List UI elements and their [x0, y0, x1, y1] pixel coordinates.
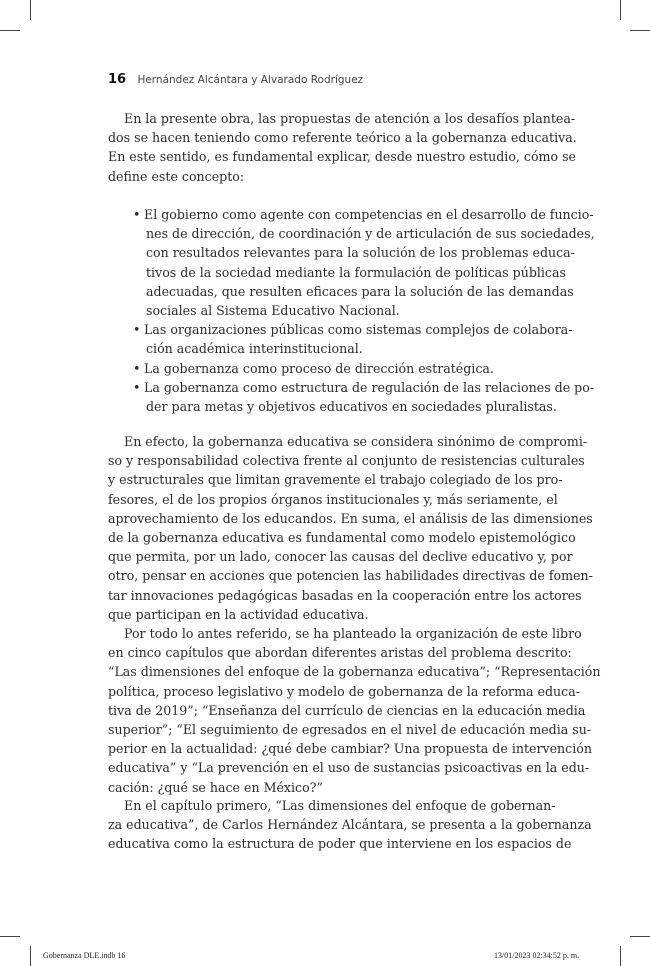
crop-mark	[30, 946, 31, 966]
text-line	[133, 359, 530, 378]
text-line-content: El gobierno como agente con competencias en el desarrollo de funcio-	[144, 207, 594, 222]
bullet-icon: •	[133, 379, 141, 395]
text-line: otro, pensar en acciones que potencien las habilidades directivas de fomen-	[108, 568, 593, 584]
paragraph-body	[108, 432, 593, 624]
text-line: con resultados relevantes para la solución de los problemas educa-	[146, 245, 575, 261]
text-line: que participan en la actividad educativa.	[108, 606, 369, 622]
text-line-content: La gobernanza como estructura de regulación de las relaciones de po-	[144, 379, 595, 395]
text-line: ción académica interinstitucional.	[146, 341, 363, 357]
text-line: En la presente obra, las propuestas de atención a los desafíos plantea-	[124, 111, 576, 126]
bullet-list	[133, 205, 595, 416]
crop-mark	[30, 0, 31, 20]
text-line: superior”; “El seguimiento de egresados en el nivel de educación media su-	[108, 722, 592, 738]
text-line: define este concepto:	[108, 168, 245, 184]
text-line: En este sentido, es fundamental explicar, desde nuestro estudio, cómo se	[108, 149, 577, 165]
bullet-icon: •	[133, 360, 141, 376]
text-line: Por todo lo antes referido, se ha planteado la organización de este libro	[124, 626, 582, 641]
text-line: adecuadas, que resulten eficaces para la solución de las demandas	[146, 283, 574, 299]
text-line: que permita, por un lado, conocer las causas del declive educativo y, por	[108, 549, 573, 565]
text-line: perior en la actualidad: ¿qué debe cambiar? Una propuesta de intervención	[108, 741, 592, 757]
text-line: dos se hacen teniendo como referente teórico a la gobernanza educativa.	[108, 130, 577, 146]
bullet-icon: •	[133, 207, 141, 222]
crop-mark	[0, 30, 20, 31]
text-line: za educativa”, de Carlos Hernández Alcántara, se presenta a la gobernanza	[108, 817, 592, 833]
paragraph-body	[108, 624, 601, 797]
text-line-content: Las organizaciones públicas como sistemas complejos de colabora-	[144, 322, 573, 338]
text-line: sociales al Sistema Educativo Nacional.	[146, 303, 400, 319]
list-item	[133, 320, 573, 358]
paragraph-body	[108, 796, 592, 854]
text-line: tivos de la sociedad mediante la formulación de políticas públicas	[146, 264, 566, 280]
text-line	[133, 378, 595, 397]
text-line: aprovechamiento de los educandos. En suma, el análisis de las dimensiones	[108, 510, 593, 526]
footer-file: Gobernanza DLE.indb 16	[43, 951, 126, 960]
bullet-icon: •	[133, 322, 141, 338]
running-head	[108, 72, 363, 87]
list-item	[133, 359, 530, 378]
crop-mark	[630, 30, 650, 31]
text-line: educativa” y “La prevención en el uso de sustancias psicoactivas en la edu-	[108, 760, 590, 776]
text-line: fesores, el de los propios órganos institucionales y, más seriamente, el	[108, 491, 558, 507]
running-head-authors: Hernández Alcántara y Alvarado Rodríguez	[137, 74, 364, 86]
page-number: 16	[108, 72, 127, 87]
text-line: tar innovaciones pedagógicas basadas en la cooperación entre los actores	[108, 587, 582, 603]
text-line: En el capítulo primero, “Las dimensiones del enfoque de gobernan-	[124, 798, 556, 813]
list-item	[133, 378, 595, 416]
text-line-content: La gobernanza como proceso de dirección estratégica.	[144, 360, 494, 376]
text-line: tiva de 2019”; “Enseñanza del currículo de ciencias en la educación media	[108, 702, 586, 718]
crop-mark	[620, 0, 621, 20]
crop-mark	[630, 936, 650, 937]
text-line: educativa como la estructura de poder que interviene en los espacios de	[108, 836, 572, 852]
text-line: nes de dirección, de coordinación y de articulación de sus sociedades,	[146, 226, 595, 242]
paragraph-intro	[108, 109, 577, 186]
text-line	[133, 320, 573, 339]
footer-timestamp: 13/01/2023 02:34:52 p. m.	[494, 951, 580, 960]
text-line: en cinco capítulos que abordan diferentes aristas del problema descrito:	[108, 645, 572, 661]
crop-mark	[620, 946, 621, 966]
text-line: política, proceso legislativo y modelo de gobernanza de la reforma educa-	[108, 683, 580, 699]
list-item	[133, 205, 595, 320]
text-line	[133, 205, 594, 224]
crop-mark	[0, 936, 20, 937]
text-line: En efecto, la gobernanza educativa se considera sinónimo de compromi-	[124, 434, 588, 449]
text-line: der para metas y objetivos educativos en sociedades pluralistas.	[146, 399, 557, 415]
text-line: “Las dimensiones del enfoque de la gobernanza educativa”; “Representación	[108, 664, 601, 680]
text-line: cación: ¿qué se hace en México?”	[108, 779, 323, 795]
text-line: y estructurales que limitan gravemente el trabajo colegiado de los pro-	[108, 472, 563, 488]
text-line: de la gobernanza educativa es fundamental como modelo epistemológico	[108, 530, 576, 546]
text-line: so y responsabilidad colectiva frente al conjunto de resistencias culturales	[108, 453, 585, 469]
